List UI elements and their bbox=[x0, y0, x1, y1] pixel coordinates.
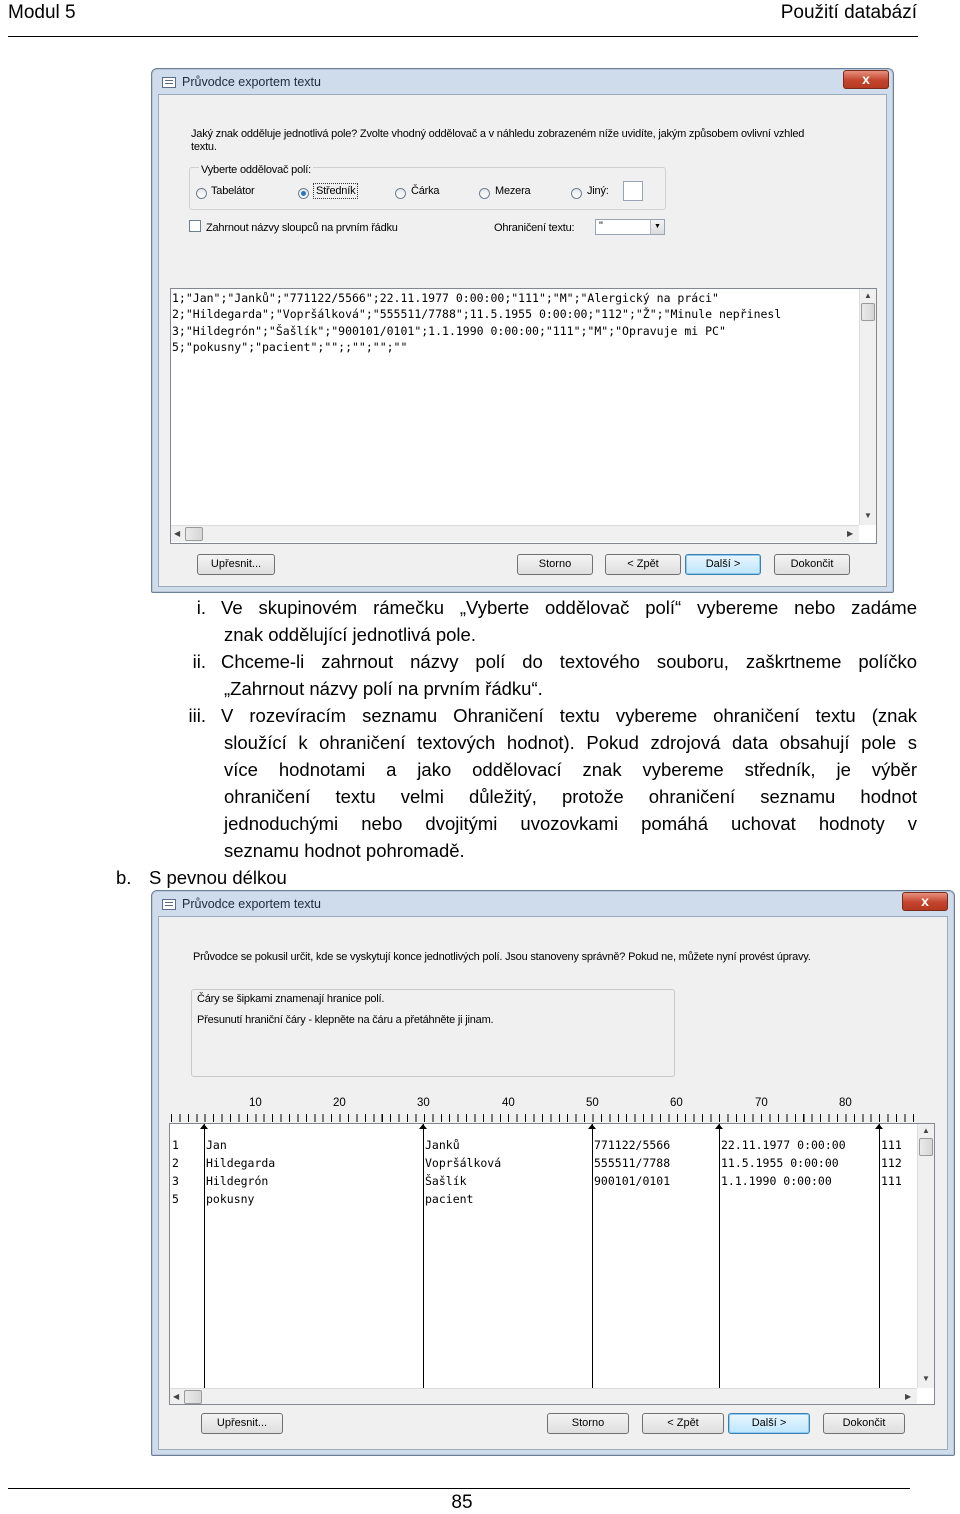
column-cell: 2 bbox=[172, 1156, 179, 1170]
column-cell: Jan bbox=[206, 1138, 227, 1152]
close-button[interactable]: x bbox=[902, 892, 948, 911]
window-icon bbox=[162, 899, 176, 910]
column-cell: 900101/0101 bbox=[594, 1174, 671, 1188]
boundary-arrow-icon[interactable] bbox=[419, 1124, 427, 1129]
ruler-label: 50 bbox=[586, 1097, 599, 1109]
hint-line: Čáry se šipkami znamenají hranice polí. bbox=[197, 993, 385, 1005]
list-number: i. bbox=[196, 597, 206, 618]
ruler-ticks bbox=[171, 1114, 914, 1122]
column-cell: pacient bbox=[425, 1192, 474, 1206]
list-item-text: Ve skupinovém rámečku „Vyberte oddělovač polí“ vybereme nebo zadáme bbox=[221, 597, 917, 618]
list-item-text: více hodnotami a jako oddělovací znak vybereme středník, je výběr bbox=[224, 759, 917, 780]
hint-line: Přesunutí hraniční čáry - klepněte na čáru a přetáhněte ji jinam. bbox=[197, 1014, 494, 1026]
cancel-button[interactable]: Storno bbox=[517, 554, 593, 575]
ruler-label: 60 bbox=[670, 1097, 683, 1109]
field-boundary-line[interactable] bbox=[204, 1124, 205, 1388]
column-cell: Janků bbox=[425, 1138, 460, 1152]
scroll-up-icon[interactable]: ▲ bbox=[922, 1126, 930, 1135]
column-cell: 111 bbox=[881, 1174, 902, 1188]
include-field-names-checkbox[interactable] bbox=[189, 220, 201, 232]
list-item-text: jednoduchými nebo dvojitými uvozovkami pomáhá uchovat hodnoty v bbox=[224, 813, 917, 834]
preview-line: 2;"Hildegarda";"Vopršálková";"555511/7788";11.5.1955 0:00:00;"112";"Ž";"Minule nepřinesl bbox=[172, 307, 782, 321]
radio-space-label[interactable]: Mezera bbox=[495, 185, 531, 197]
scroll-down-icon[interactable]: ▼ bbox=[922, 1374, 930, 1383]
fixed-width-preview bbox=[169, 1123, 935, 1405]
boundary-arrow-icon[interactable] bbox=[200, 1124, 208, 1129]
radio-space[interactable] bbox=[479, 188, 490, 199]
back-button[interactable]: < Zpět bbox=[642, 1413, 724, 1434]
column-cell: 555511/7788 bbox=[594, 1156, 671, 1170]
delimiter-question: Jaký znak odděluje jednotlivá pole? Zvolte vhodný oddělovač a v náhledu zobrazeném níže uvidíte, jakým způsobem ovlivní vzhled bbox=[191, 128, 805, 140]
scroll-thumb[interactable] bbox=[185, 527, 203, 541]
preview-vertical-scrollbar[interactable] bbox=[917, 1124, 934, 1388]
cancel-button[interactable]: Storno bbox=[547, 1413, 629, 1434]
scroll-right-icon[interactable]: ▶ bbox=[905, 1392, 912, 1401]
advanced-button[interactable]: Upřesnit... bbox=[201, 1413, 283, 1434]
next-button[interactable]: Další > bbox=[728, 1413, 810, 1434]
scroll-thumb[interactable] bbox=[919, 1138, 933, 1156]
scroll-left-icon[interactable]: ◀ bbox=[174, 529, 181, 538]
header-rule bbox=[8, 36, 918, 37]
preview-box bbox=[170, 288, 877, 544]
export-wizard-fixed-width-dialog bbox=[151, 890, 955, 1456]
delimiter-group-label: Vyberte oddělovač polí: bbox=[201, 164, 311, 176]
list-item-text: seznamu hodnot pohromadě. bbox=[224, 840, 465, 861]
column-cell: 1.1.1990 0:00:00 bbox=[721, 1174, 832, 1188]
dialog-title: Průvodce exportem textu bbox=[182, 897, 321, 911]
radio-other-label[interactable]: Jiný: bbox=[587, 185, 609, 197]
column-cell: 1 bbox=[172, 1138, 179, 1152]
delimiter-question-cont: textu. bbox=[191, 141, 217, 153]
footer-rule bbox=[8, 1488, 910, 1489]
column-cell: Šašlík bbox=[425, 1174, 467, 1188]
preview-vertical-scrollbar[interactable] bbox=[859, 289, 876, 525]
header-module: Modul 5 bbox=[8, 2, 76, 23]
column-cell: 11.5.1955 0:00:00 bbox=[721, 1156, 839, 1170]
field-boundary-line[interactable] bbox=[879, 1124, 880, 1388]
field-boundary-line[interactable] bbox=[719, 1124, 720, 1388]
radio-comma[interactable] bbox=[395, 188, 406, 199]
scroll-thumb[interactable] bbox=[184, 1390, 202, 1404]
chevron-down-icon[interactable]: ▼ bbox=[650, 220, 664, 234]
header-topic: Použití databází bbox=[780, 2, 917, 23]
list-item-text: Chceme-li zahrnout názvy polí do textového souboru, zaškrtneme políčko bbox=[221, 651, 917, 672]
column-cell: pokusny bbox=[206, 1192, 255, 1206]
finish-button[interactable]: Dokončit bbox=[774, 554, 850, 575]
text-qualifier-label: Ohraničení textu: bbox=[494, 222, 575, 234]
advanced-button[interactable]: Upřesnit... bbox=[197, 554, 275, 575]
section-heading: S pevnou délkou bbox=[149, 867, 287, 888]
column-cell: 3 bbox=[172, 1174, 179, 1188]
preview-horizontal-scrollbar[interactable] bbox=[170, 1388, 917, 1405]
ruler-label: 30 bbox=[417, 1097, 430, 1109]
column-cell: 112 bbox=[881, 1156, 902, 1170]
column-cell: 771122/5566 bbox=[594, 1138, 671, 1152]
radio-other[interactable] bbox=[571, 188, 582, 199]
dialog-body bbox=[158, 94, 887, 587]
list-item-text: sloužící k ohraničení textových hodnot). Pokud zdrojová data obsahují pole s bbox=[224, 732, 917, 753]
preview-line: 1;"Jan";"Janků";"771122/5566";22.11.1977 0:00:00;"111";"M";"Alergický na práci" bbox=[172, 291, 719, 305]
column-cell: Hildegrón bbox=[206, 1174, 269, 1188]
other-delimiter-input[interactable] bbox=[623, 181, 643, 201]
column-cell: 5 bbox=[172, 1192, 179, 1206]
radio-semicolon[interactable] bbox=[298, 188, 309, 199]
list-item-text: ohraničení textu velmi důležitý, protože ohraničení seznamu hodnot bbox=[224, 786, 917, 807]
scroll-left-icon[interactable]: ◀ bbox=[173, 1392, 180, 1401]
list-item-text: V rozevíracím seznamu Ohraničení textu vybereme ohraničení textu (znak bbox=[221, 705, 917, 726]
preview-line: 3;"Hildegrón";"Šašlík";"900101/0101";1.1.1990 0:00:00;"111";"M";"Opravuje mi PC" bbox=[172, 324, 726, 338]
scroll-up-icon[interactable]: ▲ bbox=[864, 291, 872, 300]
dialog-body bbox=[158, 916, 948, 1450]
boundary-arrow-icon[interactable] bbox=[588, 1124, 596, 1129]
radio-tab-label[interactable]: Tabelátor bbox=[211, 185, 255, 197]
dialog-title: Průvodce exportem textu bbox=[182, 75, 321, 89]
text-qualifier-select[interactable] bbox=[595, 219, 665, 235]
boundary-arrow-icon[interactable] bbox=[875, 1124, 883, 1129]
field-boundary-line[interactable] bbox=[592, 1124, 593, 1388]
column-cell: 111 bbox=[881, 1138, 902, 1152]
radio-tab[interactable] bbox=[196, 188, 207, 199]
ruler-label: 70 bbox=[755, 1097, 768, 1109]
scroll-down-icon[interactable]: ▼ bbox=[864, 511, 872, 520]
radio-comma-label[interactable]: Čárka bbox=[411, 185, 440, 197]
ruler-label: 40 bbox=[502, 1097, 515, 1109]
wizard-intro: Průvodce se pokusil určit, kde se vyskytují konce jednotlivých polí. Jsou stanoveny správně? Pokud ne, můžete nyní provést úpravy. bbox=[193, 951, 811, 963]
text-qualifier-value: " bbox=[599, 220, 603, 232]
list-item-text: znak oddělující jednotlivá pole. bbox=[224, 624, 476, 645]
list-number: ii. bbox=[192, 651, 206, 672]
page-number: 85 bbox=[451, 1492, 473, 1513]
include-field-names-label[interactable]: Zahrnout názvy sloupců na prvním řádku bbox=[206, 222, 398, 234]
export-wizard-delimited-dialog bbox=[151, 68, 894, 593]
scroll-thumb[interactable] bbox=[861, 303, 875, 321]
column-cell: 22.11.1977 0:00:00 bbox=[721, 1138, 846, 1152]
close-button[interactable]: x bbox=[843, 70, 889, 89]
next-button[interactable]: Další > bbox=[685, 554, 761, 575]
ruler-label: 10 bbox=[249, 1097, 262, 1109]
back-button[interactable]: < Zpět bbox=[605, 554, 681, 575]
list-number: iii. bbox=[188, 705, 206, 726]
field-boundary-line[interactable] bbox=[423, 1124, 424, 1388]
window-icon bbox=[162, 77, 176, 88]
preview-horizontal-scrollbar[interactable] bbox=[171, 525, 859, 542]
column-cell: Hildegarda bbox=[206, 1156, 276, 1170]
boundary-arrow-icon[interactable] bbox=[715, 1124, 723, 1129]
preview-line: 5;"pokusny";"pacient";"";;"";"";"" bbox=[172, 340, 408, 354]
list-item-text: „Zahrnout názvy polí na prvním řádku“. bbox=[224, 678, 543, 699]
section-number: b. bbox=[116, 867, 132, 888]
ruler-label: 80 bbox=[839, 1097, 852, 1109]
column-cell: Vopršálková bbox=[425, 1156, 502, 1170]
finish-button[interactable]: Dokončit bbox=[823, 1413, 905, 1434]
radio-semicolon-label[interactable]: Středník bbox=[313, 183, 358, 199]
scroll-right-icon[interactable]: ▶ bbox=[847, 529, 854, 538]
ruler-label: 20 bbox=[333, 1097, 346, 1109]
